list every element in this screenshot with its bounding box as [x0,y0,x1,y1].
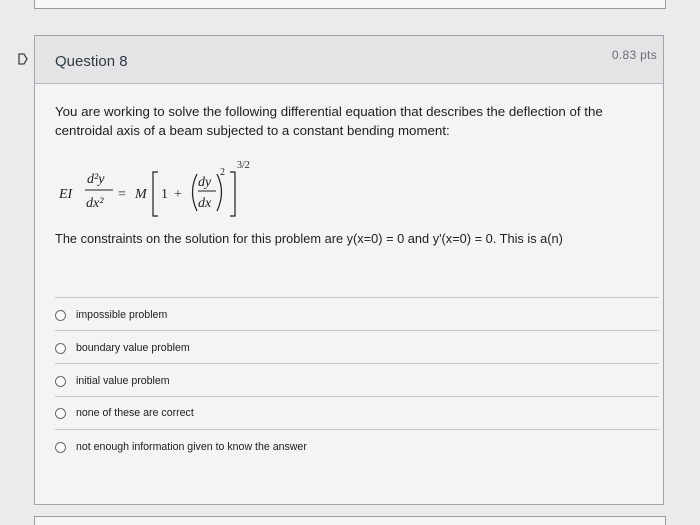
eq-denominator: dx² [86,196,104,211]
eq-right-bracket [230,172,235,216]
question-title: Question 8 [55,53,128,70]
answer-option[interactable] [55,436,307,458]
eq-left-bracket [153,172,158,216]
previous-question-card-edge [34,0,666,9]
option-divider [55,429,659,430]
question-points: 0.83 pts [611,48,657,62]
option-divider [55,363,659,364]
eq-one: 1 [161,187,168,202]
differential-equation [57,158,317,220]
question-card [34,35,664,505]
eq-plus: + [174,187,182,202]
radio-button[interactable] [55,376,66,387]
eq-dx: dx [198,196,212,211]
next-question-card-edge [34,516,666,525]
radio-button[interactable] [55,343,66,354]
answer-option-label: impossible problem [76,309,168,321]
eq-right-paren [217,174,222,211]
eq-equals: = [118,187,126,202]
eq-left-paren [193,174,198,211]
radio-button[interactable] [55,310,66,321]
answer-option-label: none of these are correct [76,407,194,419]
constraints-text: The constraints on the solution for this problem are y(x=0) = 0 and y'(x=0) = 0. This is a(n) [55,231,563,246]
eq-exponent: 3/2 [237,160,250,171]
answer-option-label: initial value problem [76,375,170,387]
answers-divider [55,297,659,298]
radio-button[interactable] [55,408,66,419]
answer-option[interactable] [55,304,167,326]
answer-option-label: not enough information given to know the answer [76,441,307,453]
question-prompt: You are working to solve the following differential equation that describes the deflection of the centroidal axis of a beam subjected to a constant bending moment: [55,104,603,138]
eq-square: 2 [220,167,225,178]
answer-option-label: boundary value problem [76,342,190,354]
question-header [35,36,663,84]
option-divider [55,396,659,397]
flag-icon[interactable] [18,53,28,65]
answer-option[interactable] [55,337,190,359]
option-divider [55,330,659,331]
answer-option[interactable] [55,370,170,392]
radio-button[interactable] [55,442,66,453]
eq-numerator: d²y [87,172,105,187]
answer-option[interactable] [55,402,194,424]
eq-moment: M [135,187,147,202]
eq-dy: dy [198,175,212,190]
eq-ei: EI [59,187,73,202]
